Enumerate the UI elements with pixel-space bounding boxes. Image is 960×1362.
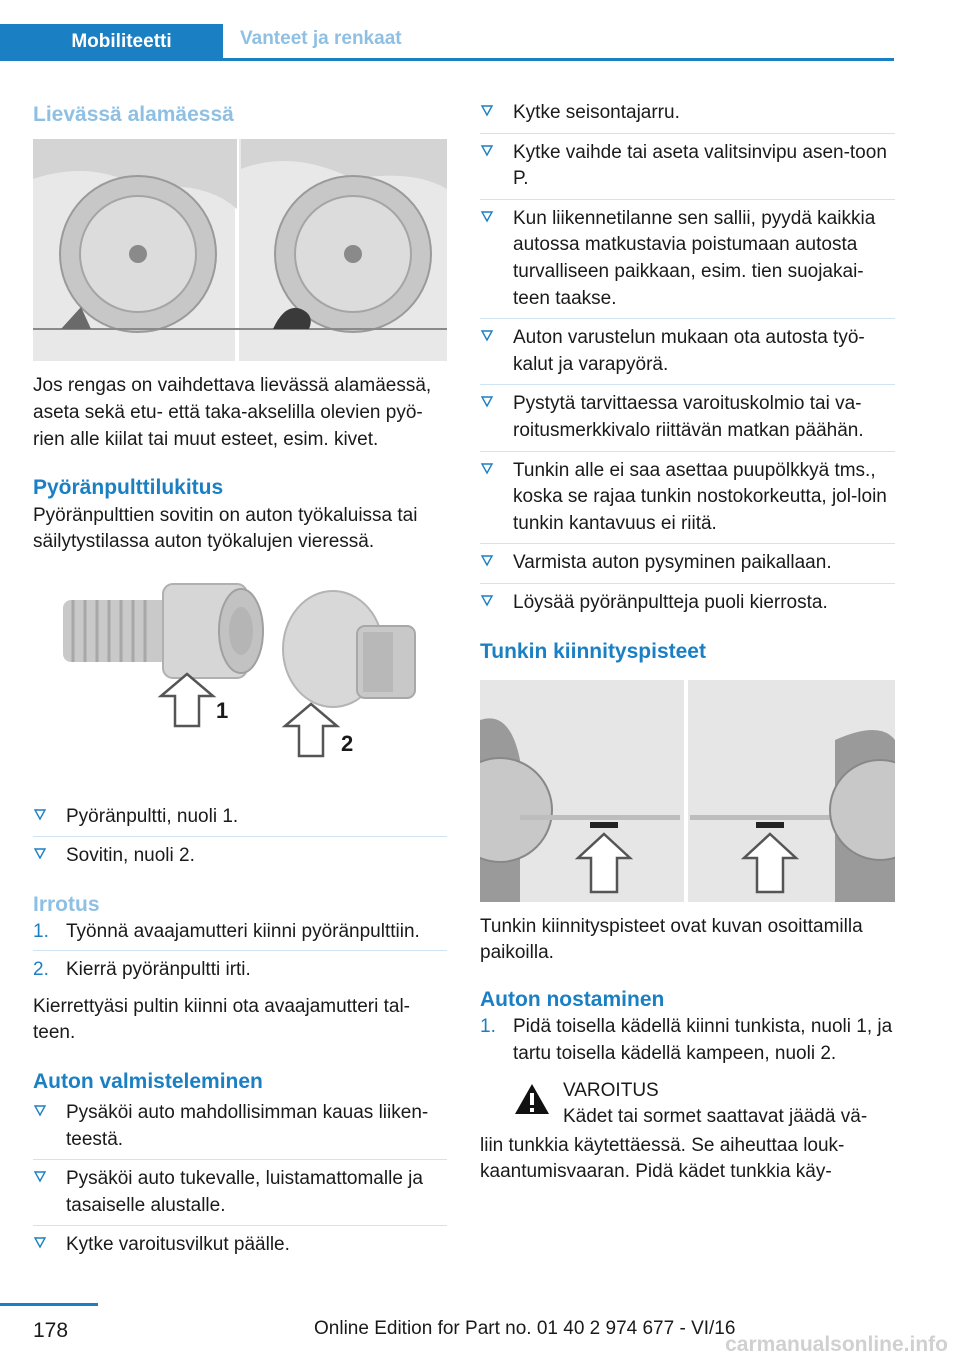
list-item	[480, 391, 895, 451]
figure-wheel-bolt	[33, 574, 447, 790]
list-item-text: Kytke varoitusvilkut päälle.	[66, 1234, 290, 1256]
heading-lievassa-alamaessa: Lievässä alamäessä	[33, 103, 234, 126]
figure-label-2: 2	[341, 730, 354, 756]
list-item	[480, 100, 895, 134]
list-item	[33, 804, 447, 838]
triangle-bullet-icon	[480, 462, 494, 476]
list-item	[480, 550, 895, 584]
triangle-bullet-icon	[33, 1104, 47, 1118]
triangle-bullet-icon	[480, 104, 494, 118]
prep-list-right	[480, 100, 895, 623]
step-item	[480, 1014, 895, 1071]
list-item-text: Kun liikennetilanne sen sallii, pyydä kaikkia autossa matkustavia poistumaan autosta turvalliseen paikkaan, esim. tien suojakai-teen taakse.	[513, 207, 876, 309]
list-item-text: Auton varustelun mukaan ota autosta työ-kalut ja varapyörä.	[513, 327, 865, 375]
watermark: carmanualsonline.info	[725, 1333, 948, 1356]
triangle-bullet-icon	[480, 210, 494, 224]
list-item-text: Pyöränpultti, nuoli 1.	[66, 805, 239, 827]
header-tab-bar	[0, 0, 894, 62]
triangle-bullet-icon	[33, 1236, 47, 1250]
warning-triangle-icon	[513, 1082, 551, 1116]
footer-line	[0, 1303, 98, 1306]
list-item	[480, 325, 895, 385]
edition-text: Online Edition for Part no. 01 40 2 974 677 - VI/16	[314, 1318, 736, 1339]
list-item-text: Pystytä tarvittaessa varoituskolmio tai va-roitusmerkkivalo riittävän matkan päähän.	[513, 393, 864, 441]
prep-list-left	[33, 1100, 447, 1265]
left-column	[33, 100, 447, 1271]
triangle-bullet-icon	[480, 329, 494, 343]
pyoranpulttilukitus-text: Pyöränpulttien sovitin on auton työkaluissa tai säilytystilassa auton työkalujen vieressä.	[33, 504, 418, 553]
triangle-bullet-icon	[33, 808, 47, 822]
list-item-text: Tunkin alle ei saa asettaa puupölkkyä tms., koska se rajaa tunkin nostokorkeutta, jol-loin tunkin kantavuus ei riitä.	[513, 459, 887, 534]
triangle-bullet-icon	[33, 847, 47, 861]
list-item	[480, 206, 895, 319]
heading-pyoranpulttilukitus: Pyöränpulttilukitus	[33, 476, 224, 500]
irrotus-steps	[33, 919, 447, 987]
jack-points-text: Tunkin kiinnityspisteet ovat kuvan osoittamilla paikoilla.	[480, 915, 863, 964]
warning-title: VAROITUS	[563, 1079, 659, 1101]
heading-auton-valmisteleminen: Auton valmisteleminen	[33, 1069, 263, 1093]
wheel-chocks-illustration	[33, 139, 447, 361]
warning-text-continued: liin tunkkia käytettäessä. Se aiheuttaa louk-kaantumisvaaran. Pidä kädet tunkkia käy-	[480, 1134, 845, 1183]
lievassa-text: Jos rengas on vaihdettava lievässä alamäessä, aseta sekä etu- että taka-akselilla olevien pyö-rien alle kiilat tai muut esteet, esim. kivet.	[33, 375, 432, 450]
lifting-steps	[480, 1014, 895, 1071]
list-item	[33, 1232, 447, 1265]
triangle-bullet-icon	[480, 554, 494, 568]
heading-auton-nostaminen: Auton nostaminen	[480, 988, 665, 1012]
triangle-bullet-icon	[480, 594, 494, 608]
figure-label-1: 1	[216, 697, 229, 723]
list-item-text: Varmista auton pysyminen paikallaan.	[513, 552, 832, 574]
step-number: 2.	[33, 958, 49, 980]
header-underline	[0, 58, 894, 61]
step-text: Kierrä pyöränpultti irti.	[66, 958, 251, 980]
figure-jack-points	[480, 680, 895, 902]
wheel-bolt-illustration	[33, 574, 447, 790]
jack-points-illustration	[480, 680, 895, 902]
triangle-bullet-icon	[480, 144, 494, 158]
triangle-bullet-icon	[480, 395, 494, 409]
list-item-text: Sovitin, nuoli 2.	[66, 845, 195, 867]
list-item	[33, 843, 447, 876]
list-item-text: Pysäköi auto tukevalle, luistamattomalle ja tasaiselle alustalle.	[66, 1168, 423, 1216]
tab-mobiliteetti: Mobiliteetti	[0, 24, 223, 61]
page-number: 178	[33, 1319, 69, 1342]
list-item-text: Kytke vaihde tai aseta valitsinvipu asen-toon P.	[513, 141, 887, 190]
list-item	[33, 1100, 447, 1160]
irrotus-text: Kierrettyäsi pultin kiinni ota avaajamutteri tal-teen.	[33, 995, 411, 1044]
list-item-text: Löysää pyöränpultteja puoli kierrosta.	[513, 591, 828, 613]
right-column	[480, 100, 895, 1186]
warning-block	[513, 1078, 895, 1131]
list-item	[480, 458, 895, 545]
step-number: 1.	[33, 921, 49, 943]
list-item	[480, 590, 895, 623]
wheel-bolt-list	[33, 804, 447, 876]
list-item	[480, 140, 895, 200]
triangle-bullet-icon	[33, 1170, 47, 1184]
heading-irrotus: Irrotus	[33, 892, 100, 916]
step-text: Pidä toisella kädellä kiinni tunkista, nuoli 1, ja tartu toisella kädellä kampeen, nuoli 2.	[513, 1016, 893, 1065]
step-number: 1.	[480, 1016, 496, 1038]
step-item	[33, 957, 447, 988]
step-text: Työnnä avaajamutteri kiinni pyöränpulttiin.	[66, 921, 420, 943]
list-item-text: Pysäköi auto mahdollisimman kauas liiken-teestä.	[66, 1102, 429, 1150]
figure-wheel-chocks	[33, 139, 447, 361]
list-item-text: Kytke seisontajarru.	[513, 102, 680, 123]
list-item	[33, 1166, 447, 1226]
heading-tunkin-kiinnityspisteet: Tunkin kiinnityspisteet	[480, 639, 706, 663]
step-item	[33, 919, 447, 951]
tab-vanteet-ja-renkaat: Vanteet ja renkaat	[240, 28, 402, 49]
warning-text-line1: Kädet tai sormet saattavat jäädä vä-	[563, 1106, 868, 1128]
